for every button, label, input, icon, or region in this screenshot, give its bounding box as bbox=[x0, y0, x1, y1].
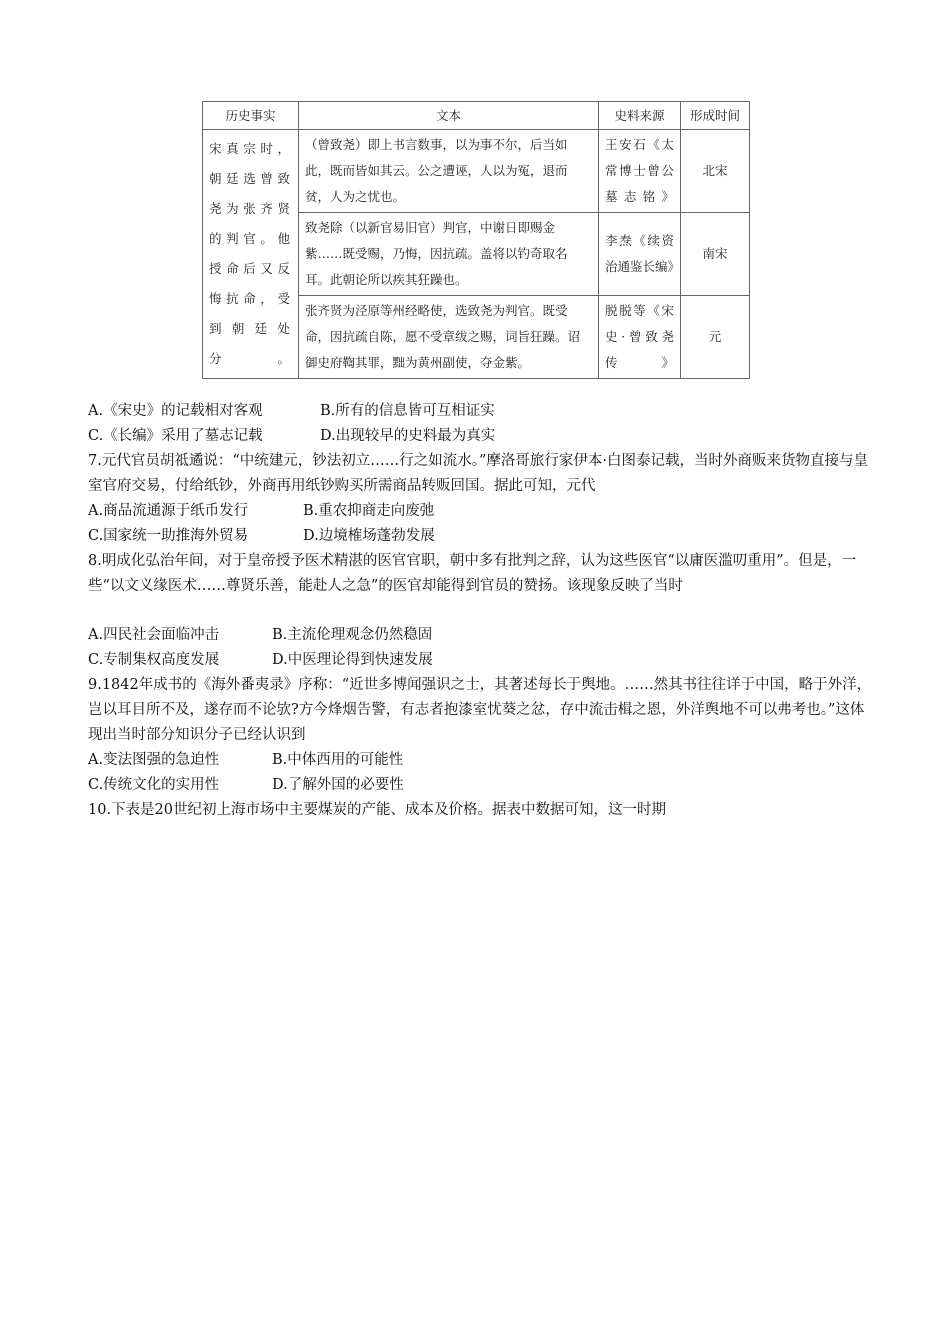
q9-options-row-2 bbox=[88, 773, 404, 798]
q6-option-c: C.《长编》采用了墓志记载 bbox=[88, 428, 263, 444]
header-time: 形成时间 bbox=[681, 102, 750, 130]
q8-options-row-1 bbox=[88, 623, 432, 648]
q7-options-row-1 bbox=[88, 499, 434, 524]
q9-stem: 9.1842年成书的《海外番夷录》序称：“近世多博闻强识之士，其著述每长于舆地。……然其书往往详于中国，略于外洋，岂以耳目所不及，遂存而不论欤?方今烽烟告警，有志者抱漆室忧葵之忿，存中流击楫之恩，外洋舆地不可以弗考也。”这体现出当时部分知识分子已经认识到 bbox=[88, 677, 872, 743]
source-cell: 李焘《续资治通鉴长编》 bbox=[599, 213, 681, 296]
q8-options-row-2 bbox=[88, 648, 433, 673]
history-source-table bbox=[202, 101, 750, 379]
header-fact: 历史事实 bbox=[203, 102, 299, 130]
q7-option-a: A.商品流通源于纸币发行 bbox=[88, 503, 249, 519]
header-source: 史料来源 bbox=[599, 102, 681, 130]
time-cell: 南宋 bbox=[681, 213, 750, 296]
q9-option-d: D.了解外国的必要性 bbox=[272, 777, 404, 793]
q8-option-c: C.专制集权高度发展 bbox=[88, 652, 220, 668]
q8-option-d: D.中医理论得到快速发展 bbox=[272, 652, 433, 668]
q7-stem: 7.元代官员胡祗遹说：“中统建元，钞法初立……行之如流水。”摩洛哥旅行家伊本·白图泰记载，当时外商贩来货物直接与皇室官府交易，付给纸钞，外商再用纸钞购买所需商品转贩回国。据此可知，元代 bbox=[88, 453, 869, 494]
q7-option-d: D.边境榷场蓬勃发展 bbox=[303, 528, 435, 544]
historical-fact: 宋真宗时，朝廷选曾致尧为张齐贤的判官。他授命后又反悔抗命，受到朝廷处分。 bbox=[209, 141, 292, 366]
time-cell: 北宋 bbox=[681, 130, 750, 213]
q9-options-row-1 bbox=[88, 748, 403, 773]
q10-stem: 10.下表是20世纪初上海市场中主要煤炭的产能、成本及价格。据表中数据可知，这一时期 bbox=[88, 802, 667, 818]
q8-option-a: A.四民社会面临冲击 bbox=[88, 627, 220, 643]
text-cell: 张齐贤为泾原等州经略使，选致尧为判官。既受命，因抗疏自陈，愿不受章绂之赐，词旨狂躁。诏御史府鞫其罪，黜为黄州副使，夺金紫。 bbox=[299, 296, 599, 379]
q6-options-row-1 bbox=[88, 399, 495, 424]
q7-option-c: C.国家统一助推海外贸易 bbox=[88, 528, 249, 544]
q9-option-c: C.传统文化的实用性 bbox=[88, 777, 220, 793]
q6-option-d: D.出现较早的史料最为真实 bbox=[320, 428, 496, 444]
q6-options-row-2 bbox=[88, 424, 495, 449]
q6-option-b: B.所有的信息皆可互相证实 bbox=[320, 403, 495, 419]
q6-option-a: A.《宋史》的记载相对客观 bbox=[88, 403, 263, 419]
q8-option-b: B.主流伦理观念仍然稳固 bbox=[272, 627, 433, 643]
q7-options-row-2 bbox=[88, 524, 435, 549]
table-row bbox=[203, 130, 750, 213]
text-cell: （曾致尧）即上书言数事，以为事不尔，后当如此，既而皆如其云。公之遭诬，人以为冤，退而贫，人为之忧也。 bbox=[299, 130, 599, 213]
q7-option-b: B.重农抑商走向废弛 bbox=[303, 503, 435, 519]
header-text: 文本 bbox=[299, 102, 599, 130]
historical-fact-cell bbox=[203, 130, 299, 379]
text-cell: 致尧除（以新官易旧官）判官，中谢日即赐金紫……既受赐，乃悔，因抗疏。盖将以钓奇取名耳。此朝论所以疾其狂躁也。 bbox=[299, 213, 599, 296]
q8-stem: 8.明成化弘治年间，对于皇帝授予医术精湛的医官官职，朝中多有批判之辞，认为这些医官“以庸医滥叨重用”。但是，一些“以文义缘医术……尊贤乐善，能赴人之急”的医官却能得到官员的赞扬。该现象反映了当时 bbox=[88, 553, 857, 594]
source-cell: 王安石《太常博士曾公墓志铭》 bbox=[599, 130, 681, 213]
source-cell: 脱脱等《宋史·曾致尧传》 bbox=[599, 296, 681, 379]
q9-option-a: A.变法图强的急迫性 bbox=[88, 752, 220, 768]
table-header-row bbox=[203, 102, 750, 130]
q9-option-b: B.中体西用的可能性 bbox=[272, 752, 404, 768]
time-cell: 元 bbox=[681, 296, 750, 379]
